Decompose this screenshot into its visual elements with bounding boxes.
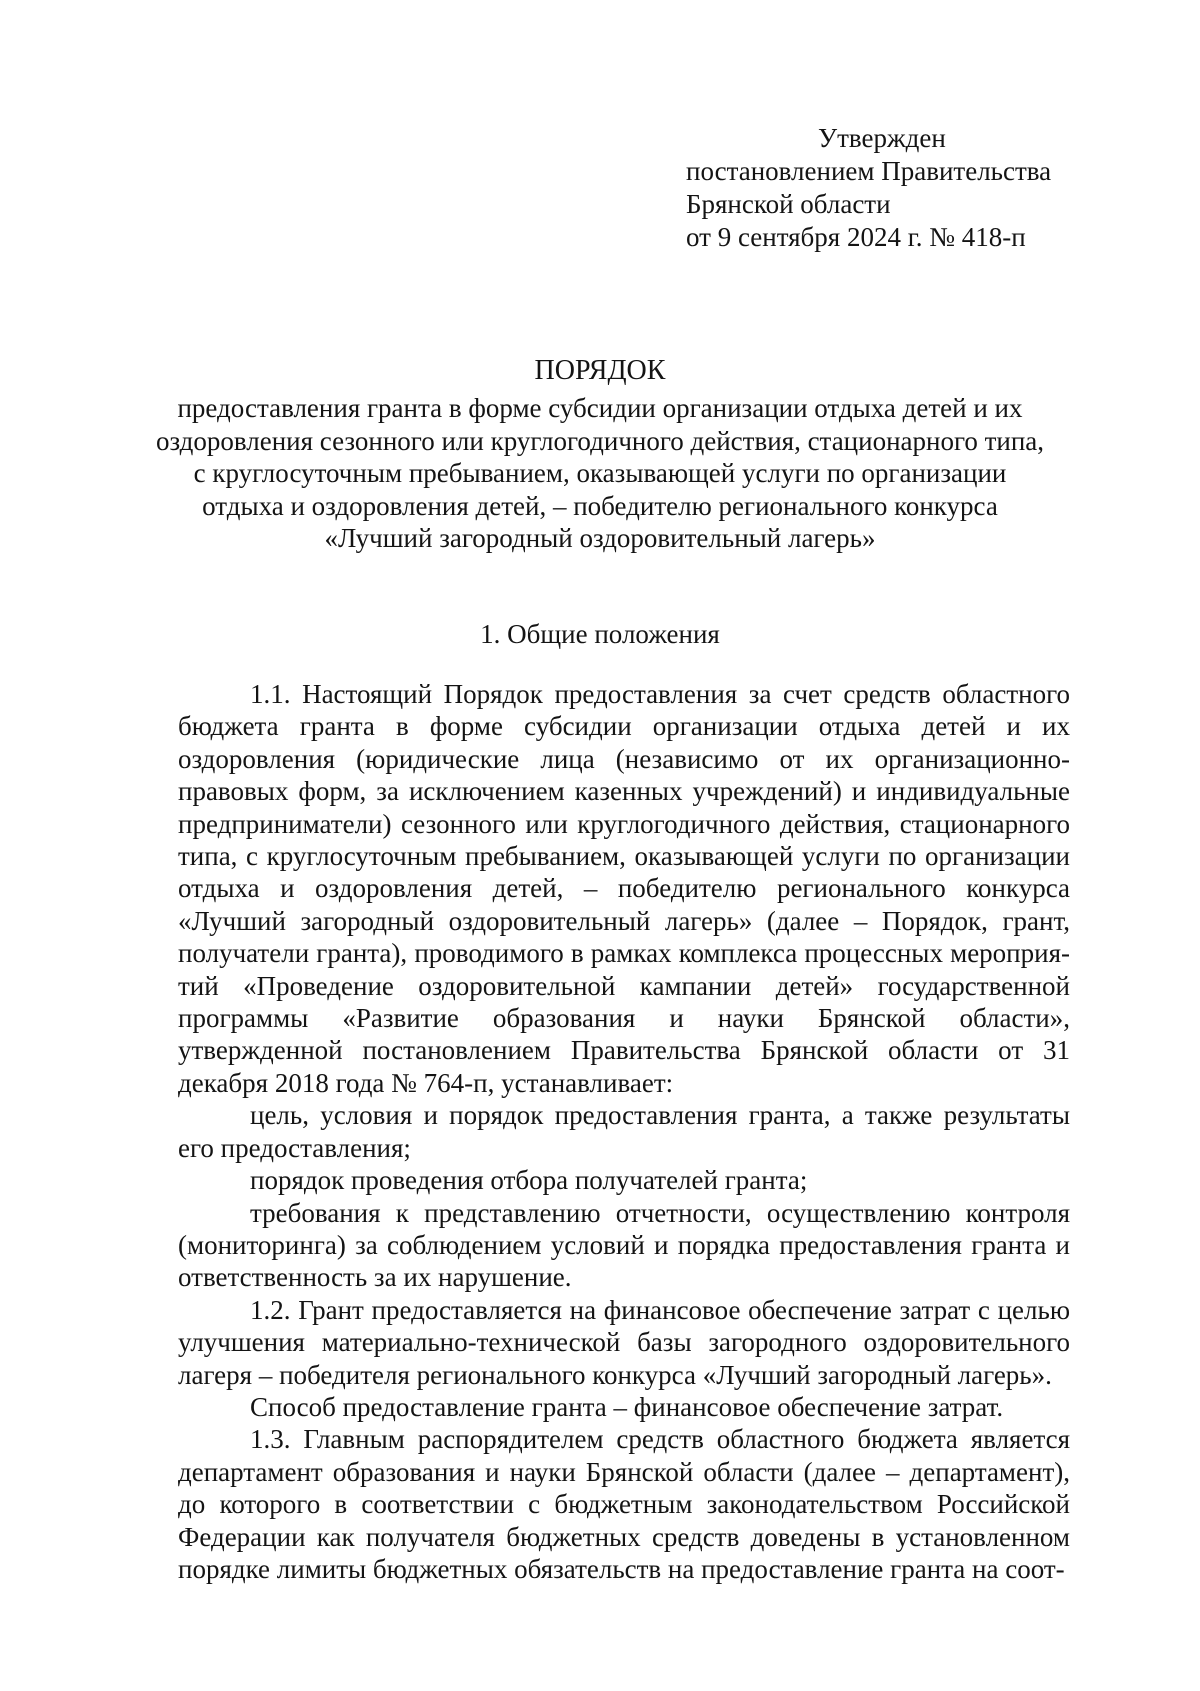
section-heading: 1. Общие положения (480, 619, 720, 649)
paragraph-list-item: цель, условия и порядок предоставления гранта, а также результаты его предоставления; (178, 1100, 1070, 1163)
paragraph-1-3: 1.3. Главным распорядителем средств областного бюджета является департамент образования и науки Брянской области (далее – департамент), до которого в соответствии с бюджетным законодательством Российской Федерации как получателя бюджетных средств доведены в установленном порядке лимиты бюджетных обязательств на предоставление гранта на соот- (178, 1424, 1070, 1584)
approval-stamp (686, 122, 1051, 254)
subtitle-line: предоставления гранта в форме субсидии организации отдыха детей и их (177, 393, 1023, 423)
paragraph-1-2: 1.2. Грант предоставляется на финансовое обеспечение затрат с целью улучшения материально-технической базы загородного оздоровительного лагеря – победителя регионального конкурса «Лучший загородный лагерь». (178, 1294, 1070, 1390)
approval-line: Утвержден (818, 123, 946, 153)
paragraph-list-item: порядок проведения отбора получателей гранта; (250, 1165, 808, 1196)
subtitle-line: «Лучший загородный оздоровительный лагерь» (324, 523, 876, 553)
paragraph-1-1: 1.1. Настоящий Порядок предоставления за счет средств областного бюджета гранта в форме субсидии организации отдыха детей и их оздоровления (юридические лица (независимо от их организационно-правовых форм, за исключением казенных учреждений) и индивидуальные предприниматели) сезонного или круглогодичного действия, стационарного типа, с круглосуточным пребыванием, оказывающей услуги по организации отдыха и оздоровления детей, – победителю регионального конкурса «Лучший загородный оздоровительный лагерь» (далее – Порядок, грант, получатели гранта), проводимого в рамках комплекса процессных мероприя-тий «Проведение оздоровительной кампании детей» государственной программы «Развитие образования и науки Брянской области», утвержденной постановлением Правительства Брянской области от 31 декабря 2018 года № 764-п, устанавливает: (178, 679, 1070, 1098)
subtitle-line: отдыха и оздоровления детей, – победителю регионального конкурса (202, 490, 998, 521)
approval-date-number: от 9 сентября 2024 г. № 418-п (686, 222, 1026, 252)
approval-line: Брянской области (686, 189, 891, 219)
document-subtitle (150, 392, 1050, 555)
subtitle-line: с круглосуточным пребыванием, оказывающей услуги по организации (193, 458, 1007, 488)
paragraph-method: Способ предоставление гранта – финансовое обеспечение затрат. (250, 1391, 1004, 1422)
document-title: ПОРЯДОК (534, 355, 666, 386)
paragraph-list-item: требования к представлению отчетности, осуществлению контроля (мониторинга) за соблюдением условий и порядка предоставления гранта и ответственность за их нарушение. (178, 1197, 1070, 1293)
subtitle-line: оздоровления сезонного или круглогодичного действия, стационарного типа, (155, 425, 1045, 456)
approval-line: постановлением Правительства (686, 156, 1052, 186)
document-body (178, 678, 1070, 1585)
